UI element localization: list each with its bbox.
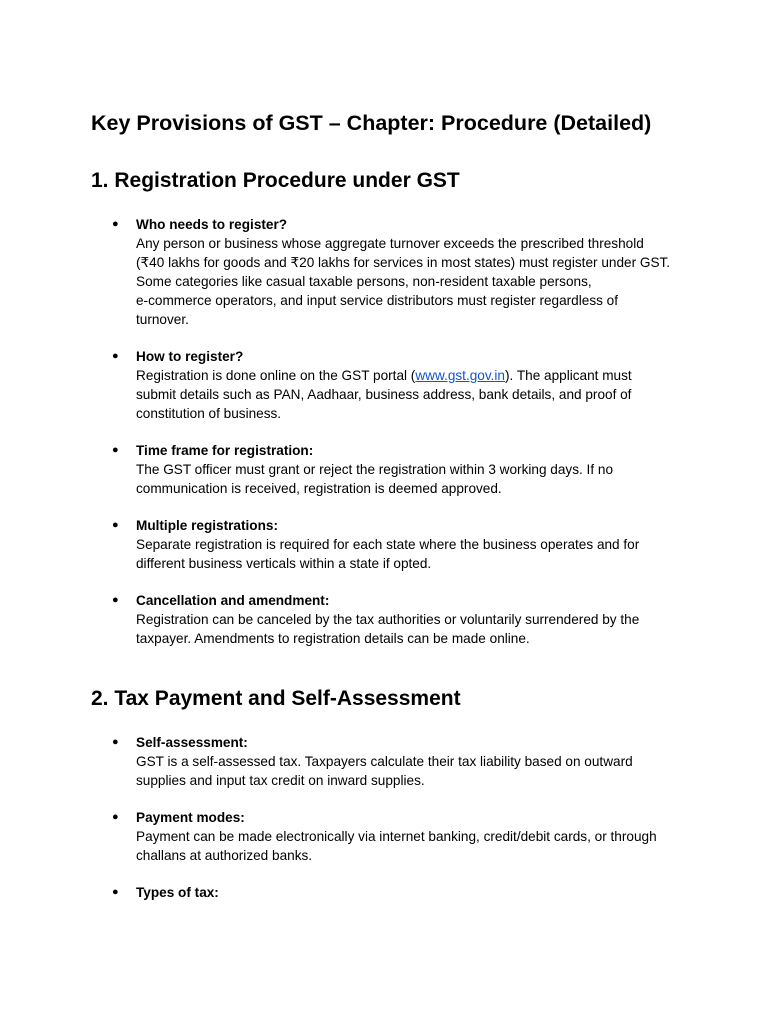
item-title: Cancellation and amendment: [136, 593, 330, 608]
item-body: Registration can be canceled by the tax authorities or voluntarily surrendered by the taxpayer. Amendments to registration details can be made online. [136, 612, 640, 646]
list-item [91, 808, 708, 865]
item-body: Any person or business whose aggregate turnover exceeds the prescribed threshold (₹40 lakhs for goods and ₹20 lakhs for services in most states) must register under GST. Some categories like casual taxable persons, non-resident taxable persons, e-commerce operators, and input service distributors must register regardless of turnover. [136, 236, 671, 327]
list-item [91, 883, 708, 902]
section-heading-registration: 1. Registration Procedure under GST [91, 169, 460, 192]
list-item [91, 733, 708, 790]
item-title: Self-assessment: [136, 735, 248, 750]
section-spacer [91, 666, 708, 684]
bullet-icon: ● [112, 350, 119, 362]
item-body-text: Registration is done online on the GST portal ( [136, 368, 416, 383]
item-title: Who needs to register? [136, 217, 288, 232]
item-body [136, 366, 708, 423]
item-body: GST is a self-assessed tax. Taxpayers calculate their tax liability based on outward supplies and input tax credit on inward supplies. [136, 754, 633, 788]
item-title: Types of tax: [136, 885, 219, 900]
list-item [91, 347, 708, 423]
item-body: The GST officer must grant or reject the registration within 3 working days. If no communication is received, registration is deemed approved. [136, 462, 614, 496]
bullet-icon: ● [112, 736, 119, 748]
list-item [91, 591, 708, 648]
item-title: How to register? [136, 349, 244, 364]
list-item [91, 215, 708, 329]
registration-list [91, 215, 708, 648]
list-item [91, 516, 708, 573]
tax-payment-list [91, 733, 708, 902]
bullet-icon: ● [112, 594, 119, 606]
item-title: Time frame for registration: [136, 443, 314, 458]
bullet-icon: ● [112, 886, 119, 898]
list-item [91, 441, 708, 498]
item-body: Separate registration is required for each state where the business operates and for different business verticals within a state if opted. [136, 537, 640, 571]
item-title: Multiple registrations: [136, 518, 278, 533]
bullet-icon: ● [112, 218, 119, 230]
bullet-icon: ● [112, 519, 119, 531]
document-title: Key Provisions of GST – Chapter: Procedure (Detailed) [91, 111, 652, 135]
item-body: Payment can be made electronically via internet banking, credit/debit cards, or through challans at authorized banks. [136, 829, 657, 863]
bullet-icon: ● [112, 811, 119, 823]
bullet-icon: ● [112, 444, 119, 456]
section-heading-tax-payment: 2. Tax Payment and Self-Assessment [91, 687, 461, 710]
gst-portal-link[interactable]: www.gst.gov.in [415, 368, 505, 383]
item-body-text: ). The applicant must submit details such as PAN, Aadhaar, business address, bank details, and proof of constitution of business. [136, 368, 632, 421]
item-title: Payment modes: [136, 810, 245, 825]
